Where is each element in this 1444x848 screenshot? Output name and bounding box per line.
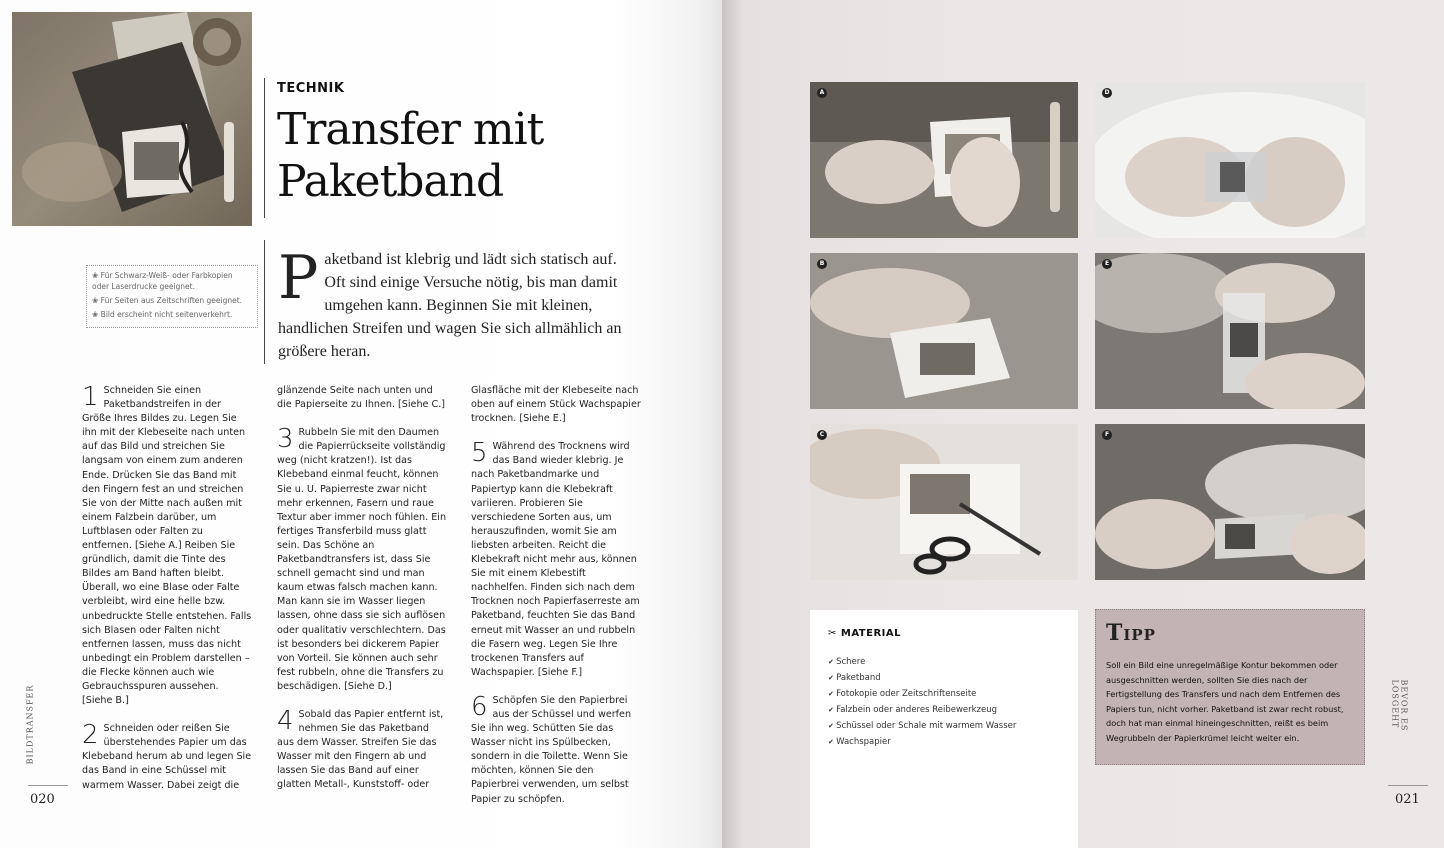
material-item: ✔ Fotokopie oder Zeitschriftenseite — [828, 686, 1016, 702]
text-column-1 — [82, 384, 252, 807]
intro-paragraph: Paketband ist klebrig und lädt sich statisch auf. Oft sind einige Versuche nötig, bis man damit umgehen kann. Beginnen Sie mit kleinen, handlichen Streifen und wagen Sie sich allmählich an größere heran. — [278, 243, 622, 360]
section-kicker: TECHNIK — [277, 81, 345, 96]
page-number-right: 021 — [1395, 792, 1420, 807]
text-column-3 — [471, 384, 641, 821]
page-number: 020 — [30, 792, 55, 807]
tip-box — [1095, 609, 1365, 765]
running-section-label-right: BEVOR ES LOSGEHT — [1390, 679, 1409, 732]
material-item: ✔ Schere — [828, 654, 1016, 670]
photo-label-c: C — [817, 430, 827, 440]
step-photo-b — [810, 253, 1078, 409]
photo-label-f: F — [1102, 430, 1112, 440]
step-3: 3 Rubbeln Sie mit den Daumen die Papierrückseite vollständig weg (nicht kratzen!). Ist das Klebeband einmal feucht, können Sie u. U. Papierreste zwar nicht mehr erkennen, Fasern und raue Textur aber immer noch fühlen. Ein fertiges Transferbild muss glatt sein. Das Schöne an Paketbandtransfers ist, dass Sie schnell gemacht sind und man kaum etwas falsch machen kann. Man kann sie im Wasser liegen lassen, ohne dass sie sich auflösen oder qualitativ verschlechtern. Das ist besonders bei dickerem Papier von Vorteil. Sie können auch sehr fest rubbeln, ohne die Transfers zu beschädigen. [Siehe D.] — [277, 424, 447, 692]
material-item: ✔ Schüssel oder Schale mit warmem Wasser — [828, 718, 1016, 734]
step-6: 6 Schöpfen Sie den Papierbrei aus der Schüssel und werfen Sie ihn weg. Schütten Sie das Wasser nicht ins Spülbecken, sondern in die Toilette. Wenn Sie möchten, können Sie den Papierbrei verwenden, um selbst Papier zu schöpfen. — [471, 691, 632, 805]
note-item: ❀ Bild erscheint nicht seitenverkehrt. — [92, 310, 233, 319]
tip-heading: Tipp — [1106, 620, 1156, 646]
step-number: 3 — [277, 424, 294, 455]
step-number: 5 — [471, 438, 488, 469]
intro-rule — [264, 240, 265, 364]
step-number: 1 — [82, 382, 99, 412]
material-item: ✔ Paketband — [828, 670, 1016, 686]
material-list — [828, 654, 1016, 750]
notes-box — [86, 265, 258, 328]
step-1: 1 Schneiden Sie einen Paketbandstreifen in der Größe Ihres Bildes zu. Legen Sie ihn mit der Klebeseite nach unten auf das Bild und streichen Sie langsam von einem zum anderen Ende. Drücken Sie das Band mit den Fingern fest an und streichen Sie von der Mitte nach außen mit einem Falzbein darüber, um Luftblasen oder Falten zu entfernen. [Siehe A.] Reiben Sie gründlich, damit die Tinte des Bildes am Band haften bleibt. Überall, wo eine Blase oder Falte verbleibt, wird eine helle bzw. unbedruckte Stelle entstehen. Falls sich Blasen oder Falten nicht entfernen lassen, muss das nicht unbedingt ein Problem darstellen – die Flecke können auch wie Gebrauchsspuren aussehen. [Siehe B.] — [82, 382, 252, 707]
drop-cap: P — [278, 243, 319, 313]
running-section-label: BILDTRANSFER — [25, 684, 35, 765]
step-number: 6 — [471, 691, 488, 722]
title-rule — [264, 78, 265, 218]
step-5: 5 Während des Trocknens wird das Band wieder klebrig. Je nach Paketbandmarke und Papiertyp kann die Klebekraft variieren. Probieren Sie verschiedene Sorten aus, um herauszufinden, womit Sie am liebsten arbeiten. Reicht die Klebekraft nicht mehr aus, können Sie mit einem Klebestift nachhelfen. Finden sich nach dem Trocknen noch Papierfaserreste am Paketband, feuchten Sie das Band erneut mit Wasser an und rubbeln die Fasern weg. Legen Sie Ihre trockenen Transfers auf Wachspapier. [Siehe F.] — [471, 438, 640, 678]
material-item: ✔ Wachspapier — [828, 734, 1016, 750]
step-4: 4 Sobald das Papier entfernt ist, nehmen Sie das Paketband aus dem Wasser. Streifen Sie das Wasser mit den Fingern ab und lassen Sie das Band auf einer glatten Metall-, Kunststoff- oder — [277, 705, 444, 791]
note-item: ❀ Für Schwarz-Weiß- oder Farbkopien oder Laserdrucke geeignet. — [92, 271, 233, 291]
step-2: 2 Schneiden oder reißen Sie überstehendes Papier um das Klebeband herum ab und legen Sie das Band in eine Schüssel mit warmem Wasser. Dabei zeigt die — [82, 720, 252, 791]
step-photo-a — [810, 82, 1078, 238]
step-photo-c — [810, 424, 1078, 580]
text-column-2 — [277, 384, 447, 807]
step-number: 2 — [82, 720, 99, 751]
page-title: Transfer mit Paketband — [277, 104, 544, 207]
material-item: ✔ Falzbein oder anderes Reibewerkzeug — [828, 702, 1016, 718]
step-2-continued: glänzende Seite nach unten und die Papierseite zu Ihnen. [Siehe C.] — [277, 385, 445, 411]
photo-label-b: B — [817, 259, 827, 269]
photo-label-a: A — [817, 88, 827, 98]
step-photo-e — [1095, 253, 1365, 409]
step-number: 4 — [277, 705, 294, 736]
folio-rule — [28, 785, 68, 786]
folio-rule-right — [1388, 785, 1428, 786]
material-heading: ✂ MATERIAL — [828, 628, 901, 639]
material-box — [810, 610, 1078, 848]
tip-text: Soll ein Bild eine unregelmäßige Kontur bekommen oder ausgeschnitten werden, sollten Sie dies nach der Fertigstellung des Transfers und nach dem Entfernen des Papiers tun, nicht vorher. Paketband ist zwar recht robust, doch hat man einmal hineingeschnitten, reißt es beim Wegrubbeln der Papierkrümel leicht weiter ein. — [1106, 660, 1344, 743]
photo-label-e: E — [1102, 259, 1112, 269]
note-item: ❀ Für Seiten aus Zeitschriften geeignet. — [92, 296, 243, 305]
hero-photo — [12, 12, 252, 226]
photo-label-d: D — [1102, 88, 1112, 98]
step-photo-f — [1095, 424, 1365, 580]
step-4-continued: Glasfläche mit der Klebeseite nach oben auf einem Stück Wachspapier trocknen. [Siehe E.] — [471, 385, 641, 425]
scissors-icon: ✂ — [828, 628, 841, 639]
step-photo-d — [1095, 82, 1365, 238]
